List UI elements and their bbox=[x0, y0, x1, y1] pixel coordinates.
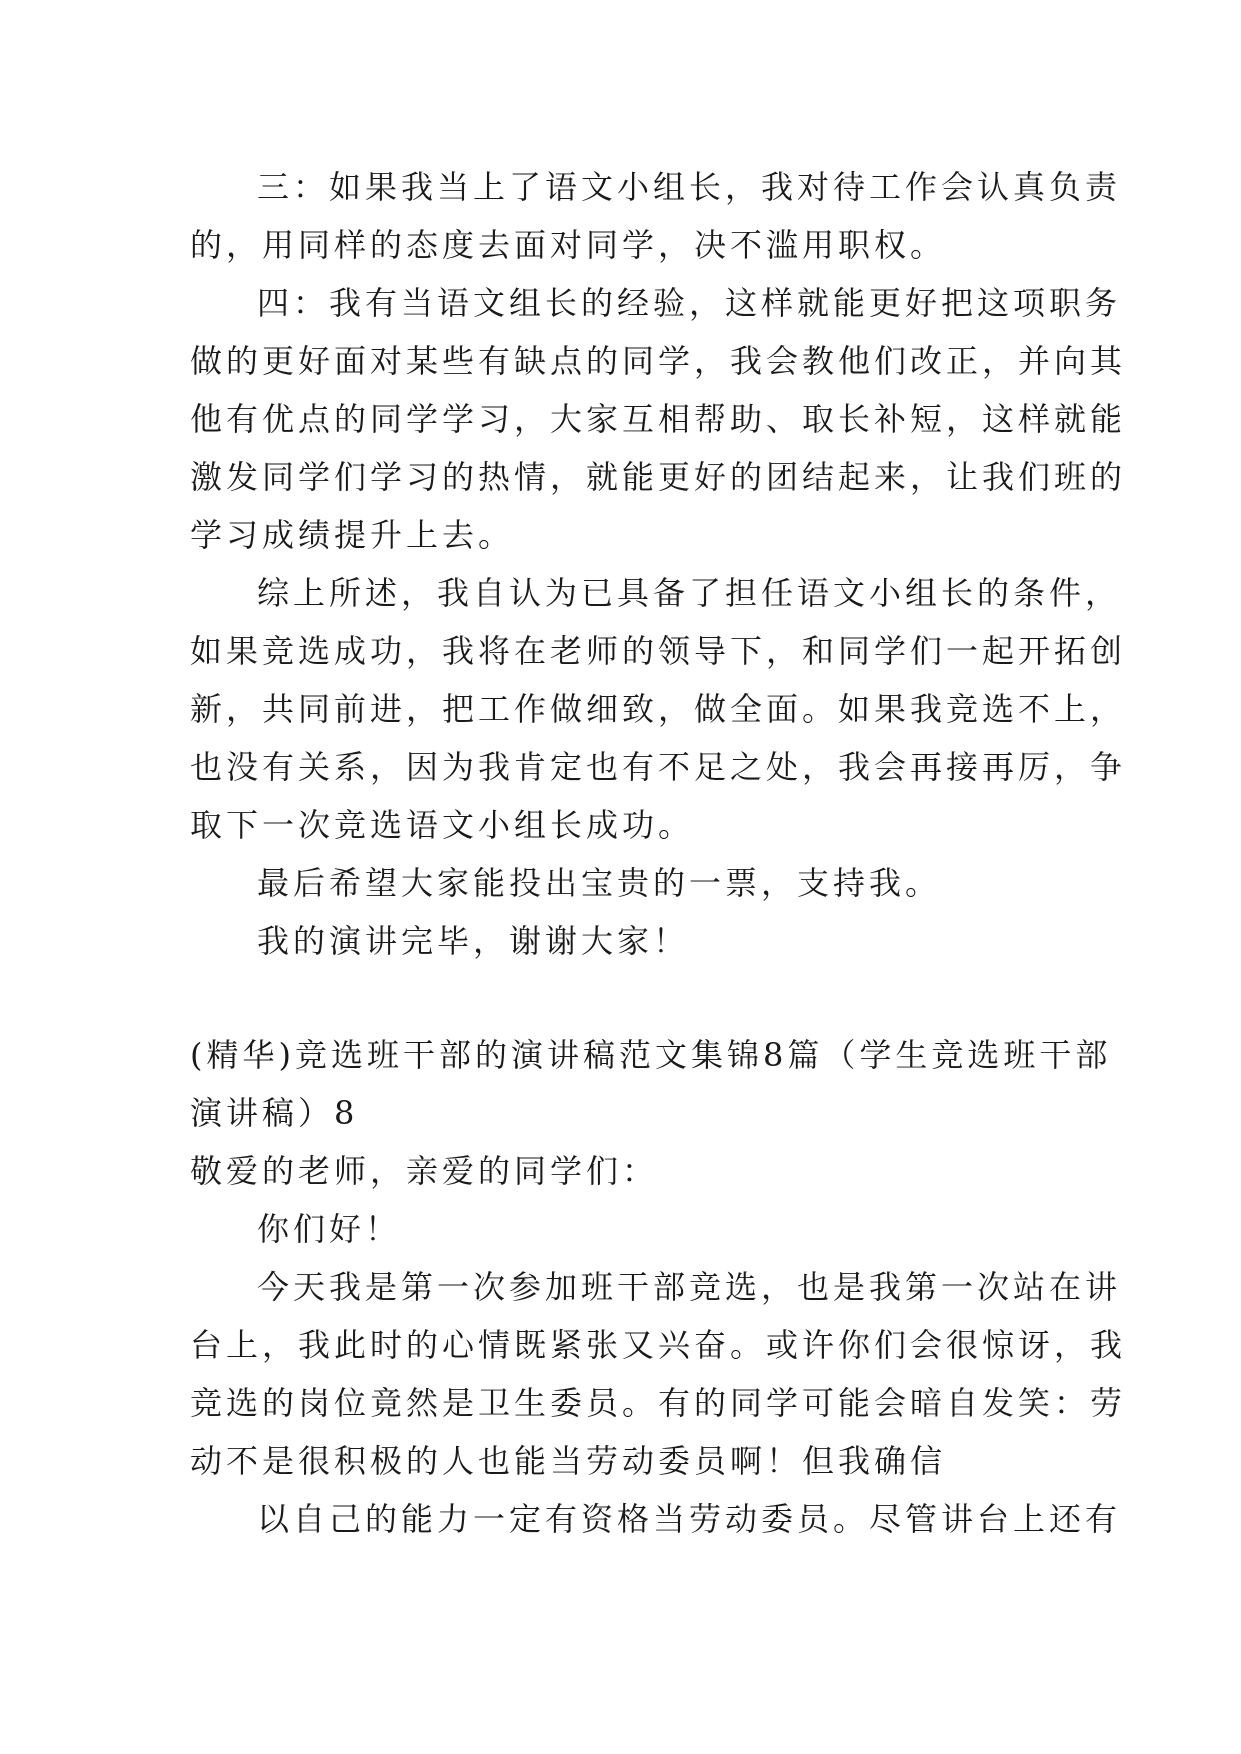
paragraph-line: 台上，我此时的心情既紧张又兴奋。或许你们会很惊讶，我 bbox=[190, 1326, 1127, 1364]
paragraph-line: 他有优点的同学学习，大家互相帮助、取长补短，这样就能 bbox=[190, 400, 1127, 438]
salutation: 敬爱的老师，亲爱的同学们： bbox=[190, 1152, 659, 1190]
section-title: 演讲稿）8 bbox=[190, 1094, 359, 1132]
paragraph-line: 以自己的能力一定有资格当劳动委员。尽管讲台上还有 bbox=[257, 1500, 1122, 1538]
paragraph-line: 三：如果我当上了语文小组长，我对待工作会认真负责 bbox=[257, 168, 1122, 206]
paragraph-line: 也没有关系，因为我肯定也有不足之处，我会再接再厉，争 bbox=[190, 748, 1127, 786]
paragraph-line: 的，用同样的态度去面对同学，决不滥用职权。 bbox=[190, 226, 947, 264]
paragraph-line: 激发同学们学习的热情，就能更好的团结起来，让我们班的 bbox=[190, 458, 1127, 496]
section-title: (精华)竞选班干部的演讲稿范文集锦8篇（学生竞选班干部 bbox=[190, 1036, 1112, 1074]
paragraph-line: 四：我有当语文组长的经验，这样就能更好把这项职务 bbox=[257, 284, 1122, 322]
paragraph-line: 新，共同前进，把工作做细致，做全面。如果我竞选不上， bbox=[190, 690, 1127, 728]
paragraph-line: 竞选的岗位竟然是卫生委员。有的同学可能会暗自发笑：劳 bbox=[190, 1384, 1127, 1422]
paragraph-line: 动不是很积极的人也能当劳动委员啊！但我确信 bbox=[190, 1442, 947, 1480]
paragraph-line: 取下一次竞选语文小组长成功。 bbox=[190, 806, 695, 844]
paragraph-line: 如果竞选成功，我将在老师的领导下，和同学们一起开拓创 bbox=[190, 632, 1127, 670]
paragraph-line: 最后希望大家能投出宝贵的一票，支持我。 bbox=[257, 864, 942, 902]
greeting: 你们好！ bbox=[257, 1210, 402, 1248]
paragraph-line: 学习成绩提升上去。 bbox=[190, 516, 515, 554]
paragraph-line: 我的演讲完毕，谢谢大家！ bbox=[257, 922, 690, 960]
paragraph-line: 做的更好面对某些有缺点的同学，我会教他们改正，并向其 bbox=[190, 342, 1127, 380]
paragraph-line: 今天我是第一次参加班干部竞选，也是我第一次站在讲 bbox=[257, 1268, 1122, 1306]
paragraph-line: 综上所述，我自认为已具备了担任语文小组长的条件， bbox=[257, 574, 1122, 612]
